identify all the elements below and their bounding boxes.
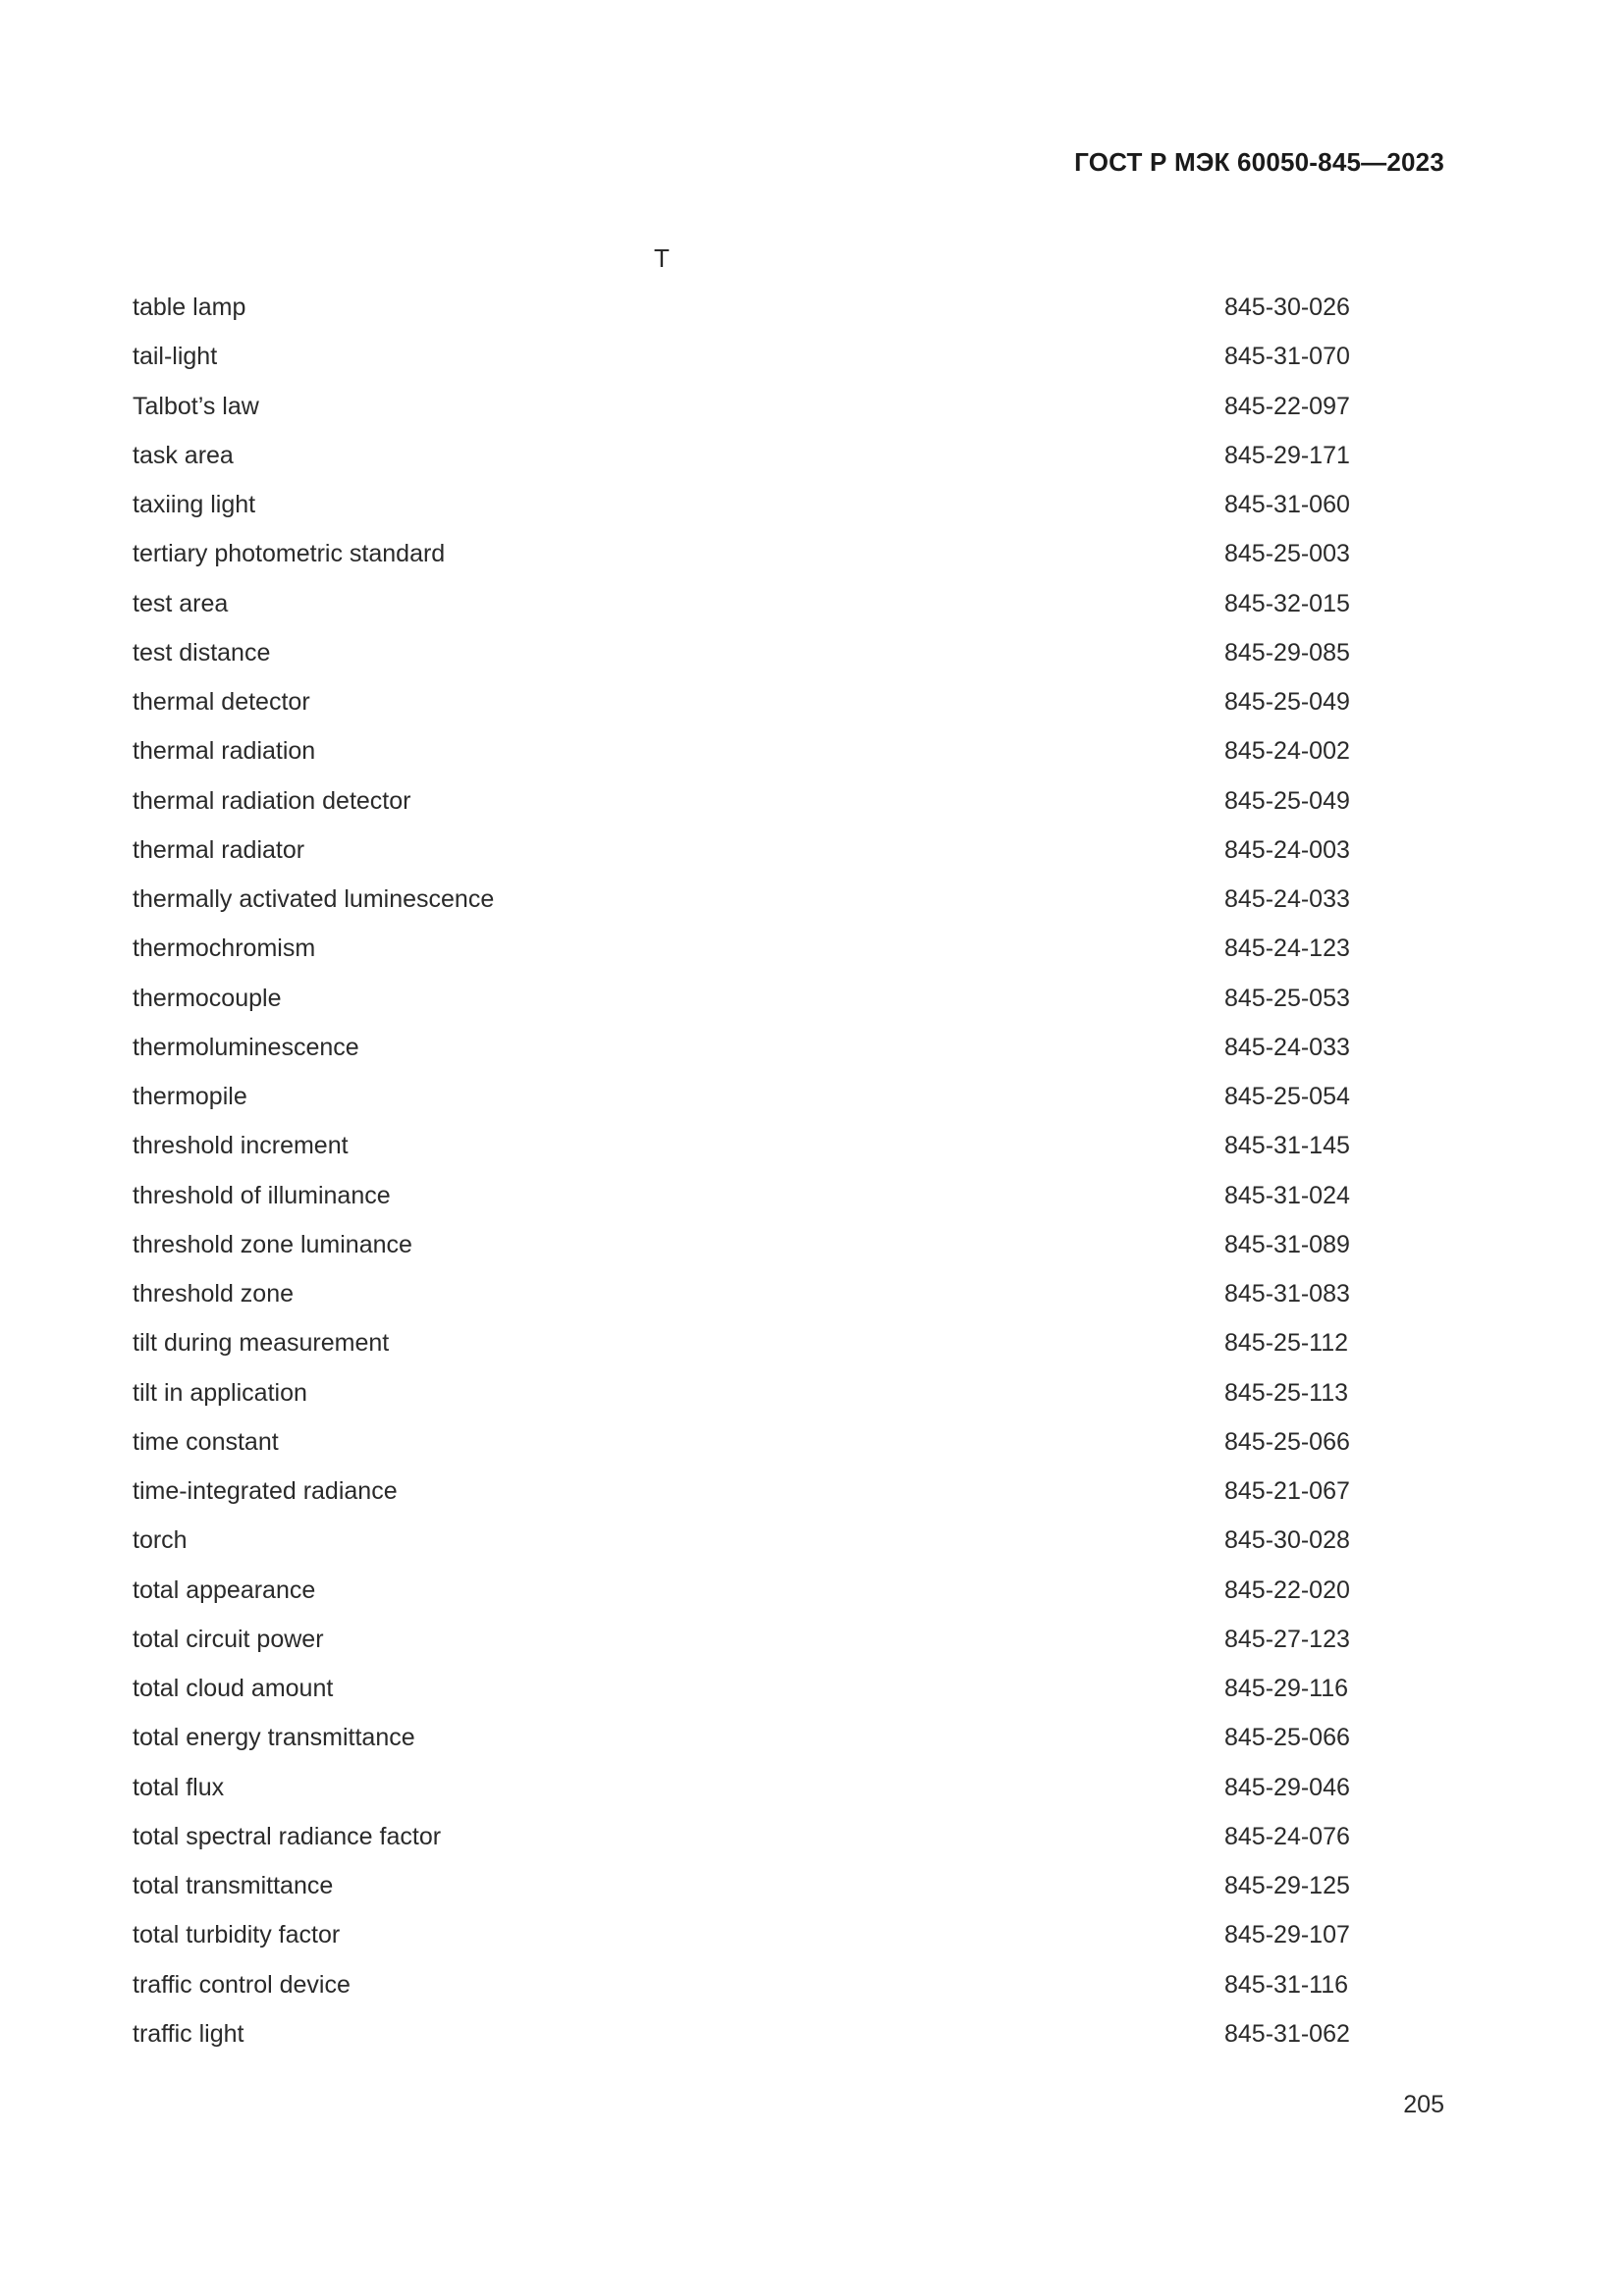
- index-row: [133, 1574, 1360, 1623]
- index-reference: 845-27-123: [1224, 1625, 1350, 1653]
- index-reference: 845-21-067: [1224, 1477, 1350, 1505]
- index-row: [133, 1425, 1360, 1474]
- index-reference: 845-29-125: [1224, 1872, 1350, 1899]
- index-row: [133, 390, 1360, 439]
- index-term: thermocouple: [133, 984, 282, 1012]
- index-reference: 845-31-060: [1224, 491, 1350, 518]
- index-term: tilt during measurement: [133, 1329, 390, 1358]
- index-term: taxiing light: [133, 491, 256, 518]
- index-row: [133, 932, 1360, 981]
- index-term: thermally activated luminescence: [133, 885, 495, 913]
- index-reference: 845-25-049: [1224, 688, 1350, 716]
- index-term: total transmittance: [133, 1872, 334, 1899]
- page-number: 205: [1403, 2091, 1444, 2118]
- index-row: [133, 1228, 1360, 1277]
- index-row: [133, 291, 1360, 340]
- term-index-list: [133, 291, 1360, 2066]
- index-reference: 845-30-028: [1224, 1526, 1350, 1555]
- section-letter: T: [654, 243, 670, 273]
- index-reference: 845-25-003: [1224, 540, 1350, 568]
- index-row: [133, 882, 1360, 932]
- index-term: tail-light: [133, 343, 218, 371]
- index-reference: 845-29-107: [1224, 1921, 1350, 1949]
- index-row: [133, 1672, 1360, 1721]
- index-term: thermal detector: [133, 688, 310, 716]
- index-reference: 845-30-026: [1224, 294, 1350, 321]
- index-reference: 845-24-033: [1224, 1033, 1350, 1061]
- index-row: [133, 982, 1360, 1031]
- index-reference: 845-24-033: [1224, 885, 1350, 913]
- index-row: [133, 2017, 1360, 2066]
- index-term: total flux: [133, 1773, 225, 1801]
- index-reference: 845-25-066: [1224, 1724, 1350, 1752]
- index-reference: 845-25-066: [1224, 1427, 1350, 1456]
- index-term: threshold of illuminance: [133, 1181, 391, 1209]
- index-reference: 845-31-145: [1224, 1132, 1350, 1160]
- index-term: thermopile: [133, 1083, 247, 1110]
- index-term: traffic control device: [133, 1970, 351, 1999]
- index-row: [133, 587, 1360, 636]
- index-reference: 845-22-020: [1224, 1575, 1350, 1604]
- index-reference: 845-24-003: [1224, 835, 1350, 864]
- index-reference: 845-24-002: [1224, 737, 1350, 766]
- index-term: thermal radiation detector: [133, 786, 411, 815]
- index-reference: 845-25-053: [1224, 984, 1350, 1012]
- index-term: Talbot’s law: [133, 392, 259, 420]
- index-term: total appearance: [133, 1575, 316, 1604]
- index-term: traffic light: [133, 2019, 244, 2048]
- index-term: total circuit power: [133, 1625, 324, 1653]
- index-row: [133, 1721, 1360, 1770]
- index-term: table lamp: [133, 294, 246, 321]
- index-row: [133, 1869, 1360, 1918]
- index-term: task area: [133, 441, 234, 469]
- index-reference: 845-29-116: [1224, 1675, 1349, 1702]
- index-row: [133, 734, 1360, 783]
- index-term: total cloud amount: [133, 1675, 334, 1702]
- index-row: [133, 1326, 1360, 1375]
- index-reference: 845-31-062: [1224, 2019, 1350, 2048]
- index-row: [133, 784, 1360, 833]
- index-term: time-integrated radiance: [133, 1477, 398, 1505]
- index-row: [133, 833, 1360, 882]
- index-row: [133, 1376, 1360, 1425]
- index-term: thermal radiation: [133, 737, 316, 766]
- index-term: total spectral radiance factor: [133, 1822, 442, 1850]
- index-row: [133, 1031, 1360, 1080]
- index-row: [133, 1277, 1360, 1326]
- index-row: [133, 488, 1360, 537]
- index-row: [133, 636, 1360, 685]
- index-reference: 845-31-024: [1224, 1181, 1350, 1209]
- index-reference: 845-25-049: [1224, 786, 1350, 815]
- index-term: total energy transmittance: [133, 1724, 415, 1752]
- index-term: threshold increment: [133, 1132, 349, 1160]
- index-reference: 845-29-085: [1224, 638, 1350, 667]
- index-term: tilt in application: [133, 1378, 307, 1407]
- index-term: test area: [133, 589, 229, 617]
- index-term: total turbidity factor: [133, 1921, 341, 1949]
- index-reference: 845-25-054: [1224, 1083, 1350, 1110]
- index-row: [133, 1968, 1360, 2017]
- index-term: tertiary photometric standard: [133, 540, 446, 568]
- index-row: [133, 1771, 1360, 1820]
- index-row: [133, 1918, 1360, 1967]
- index-term: threshold zone: [133, 1280, 295, 1308]
- index-row: [133, 1474, 1360, 1523]
- index-row: [133, 1523, 1360, 1573]
- index-row: [133, 1820, 1360, 1869]
- index-row: [133, 1080, 1360, 1129]
- index-row: [133, 439, 1360, 488]
- index-term: time constant: [133, 1427, 279, 1456]
- index-term: thermal radiator: [133, 835, 305, 864]
- index-reference: 845-31-116: [1224, 1970, 1349, 1999]
- index-reference: 845-29-171: [1224, 441, 1350, 469]
- index-row: [133, 340, 1360, 389]
- index-row: [133, 685, 1360, 734]
- index-reference: 845-31-089: [1224, 1230, 1350, 1258]
- index-reference: 845-24-076: [1224, 1822, 1350, 1850]
- index-reference: 845-25-113: [1224, 1378, 1349, 1407]
- index-row: [133, 1623, 1360, 1672]
- index-reference: 845-32-015: [1224, 589, 1350, 617]
- index-row: [133, 1179, 1360, 1228]
- index-term: threshold zone luminance: [133, 1230, 412, 1258]
- index-row: [133, 537, 1360, 586]
- index-reference: 845-29-046: [1224, 1773, 1350, 1801]
- index-term: thermochromism: [133, 934, 316, 963]
- document-header: ГОСТ Р МЭК 60050-845—2023: [1074, 147, 1444, 177]
- index-reference: 845-22-097: [1224, 392, 1350, 420]
- index-row: [133, 1129, 1360, 1178]
- index-reference: 845-24-123: [1224, 934, 1350, 963]
- index-term: thermoluminescence: [133, 1033, 359, 1061]
- index-reference: 845-25-112: [1224, 1329, 1349, 1358]
- index-reference: 845-31-083: [1224, 1280, 1350, 1308]
- index-term: torch: [133, 1526, 188, 1555]
- index-reference: 845-31-070: [1224, 343, 1350, 371]
- index-term: test distance: [133, 638, 271, 667]
